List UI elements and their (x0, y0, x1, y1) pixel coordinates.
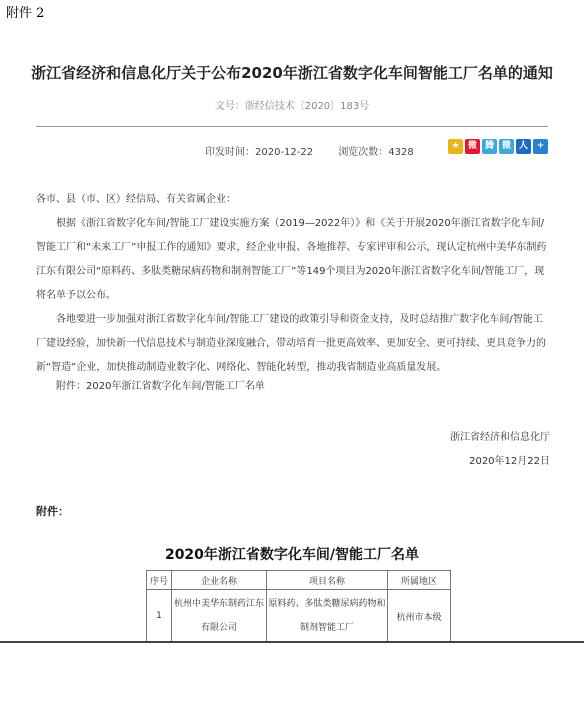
more-share-icon[interactable]: + (533, 139, 548, 154)
weibo-share-icon[interactable]: 微 (465, 139, 480, 154)
article-body (36, 188, 550, 380)
page-bottom-rule (0, 641, 584, 643)
title-divider (36, 126, 548, 127)
cell-project: 原料药、多肽类糖尿病药物和制剂智能工厂 (267, 590, 388, 643)
factory-list-table (146, 570, 451, 643)
view-count: 浏览次数：4328 (338, 147, 414, 158)
header-project: 项目名称 (267, 571, 388, 590)
article-title: 浙江省经济和信息化厅关于公布2020年浙江省数字化车间智能工厂名单的通知 (31, 64, 553, 82)
cell-no: 1 (147, 590, 172, 643)
appendix-label: 附件： (36, 505, 69, 518)
list-title: 2020年浙江省数字化车间/智能工厂名单 (164, 547, 420, 563)
attachment-label: 附件 2 (6, 6, 45, 21)
header-company: 企业名称 (172, 571, 267, 590)
paragraph-2: 各地要进一步加强对浙江省数字化车间/智能工厂建设的政策引导和资金支持，及时总结推广数字化车间/智能工厂建设经验，加快新一代信息技术与制造业深度融合，带动培育一批更高效率、更加安全、更可持续、更具竞争力的新“智造”企业，加快推动制造业数字化、网络化、智能化转型，推动我省制造业高质量发展。 (36, 314, 546, 373)
paragraph-1: 根据《浙江省数字化车间/智能工厂建设实施方案（2019—2022年）》和《关于开展2020年浙江省数字化车间/智能工厂和“未来工厂”申报工作的通知》要求，经企业申报、各地推荐、专家评审和公示，现认定杭州中美华东制药江东有限公司“原料药、多肽类糖尿病药物和制剂智能工厂”等149个项目为2020年浙江省数字化车间/智能工厂，现将名单予以公布。 (36, 218, 547, 301)
article-meta (205, 143, 414, 158)
share-bar (448, 139, 548, 154)
sign-date: 2020年12月22日 (469, 456, 550, 467)
header-no: 序号 (147, 571, 172, 590)
cell-company: 杭州中美华东制药江东有限公司 (172, 590, 267, 643)
doc-number: 文号：浙经信技术〔2020〕183号 (214, 101, 370, 112)
table-row (147, 590, 451, 643)
renren-share-icon[interactable]: 人 (516, 139, 531, 154)
qzone-share-icon[interactable]: ★ (448, 139, 463, 154)
tencent-weibo-share-icon[interactable]: 腾 (482, 139, 497, 154)
salutation: 各市、县（市、区）经信局、有关省属企业： (36, 194, 236, 205)
table-header-row (147, 571, 451, 590)
wechat-share-icon[interactable]: 微 (499, 139, 514, 154)
cell-region: 杭州市本级 (388, 590, 451, 643)
header-region: 所属地区 (388, 571, 451, 590)
signer-org: 浙江省经济和信息化厅 (450, 432, 550, 443)
attachment-note: 附件：2020年浙江省数字化车间/智能工厂名单 (56, 381, 265, 392)
publish-time: 印发时间：2020-12-22 (205, 147, 314, 158)
